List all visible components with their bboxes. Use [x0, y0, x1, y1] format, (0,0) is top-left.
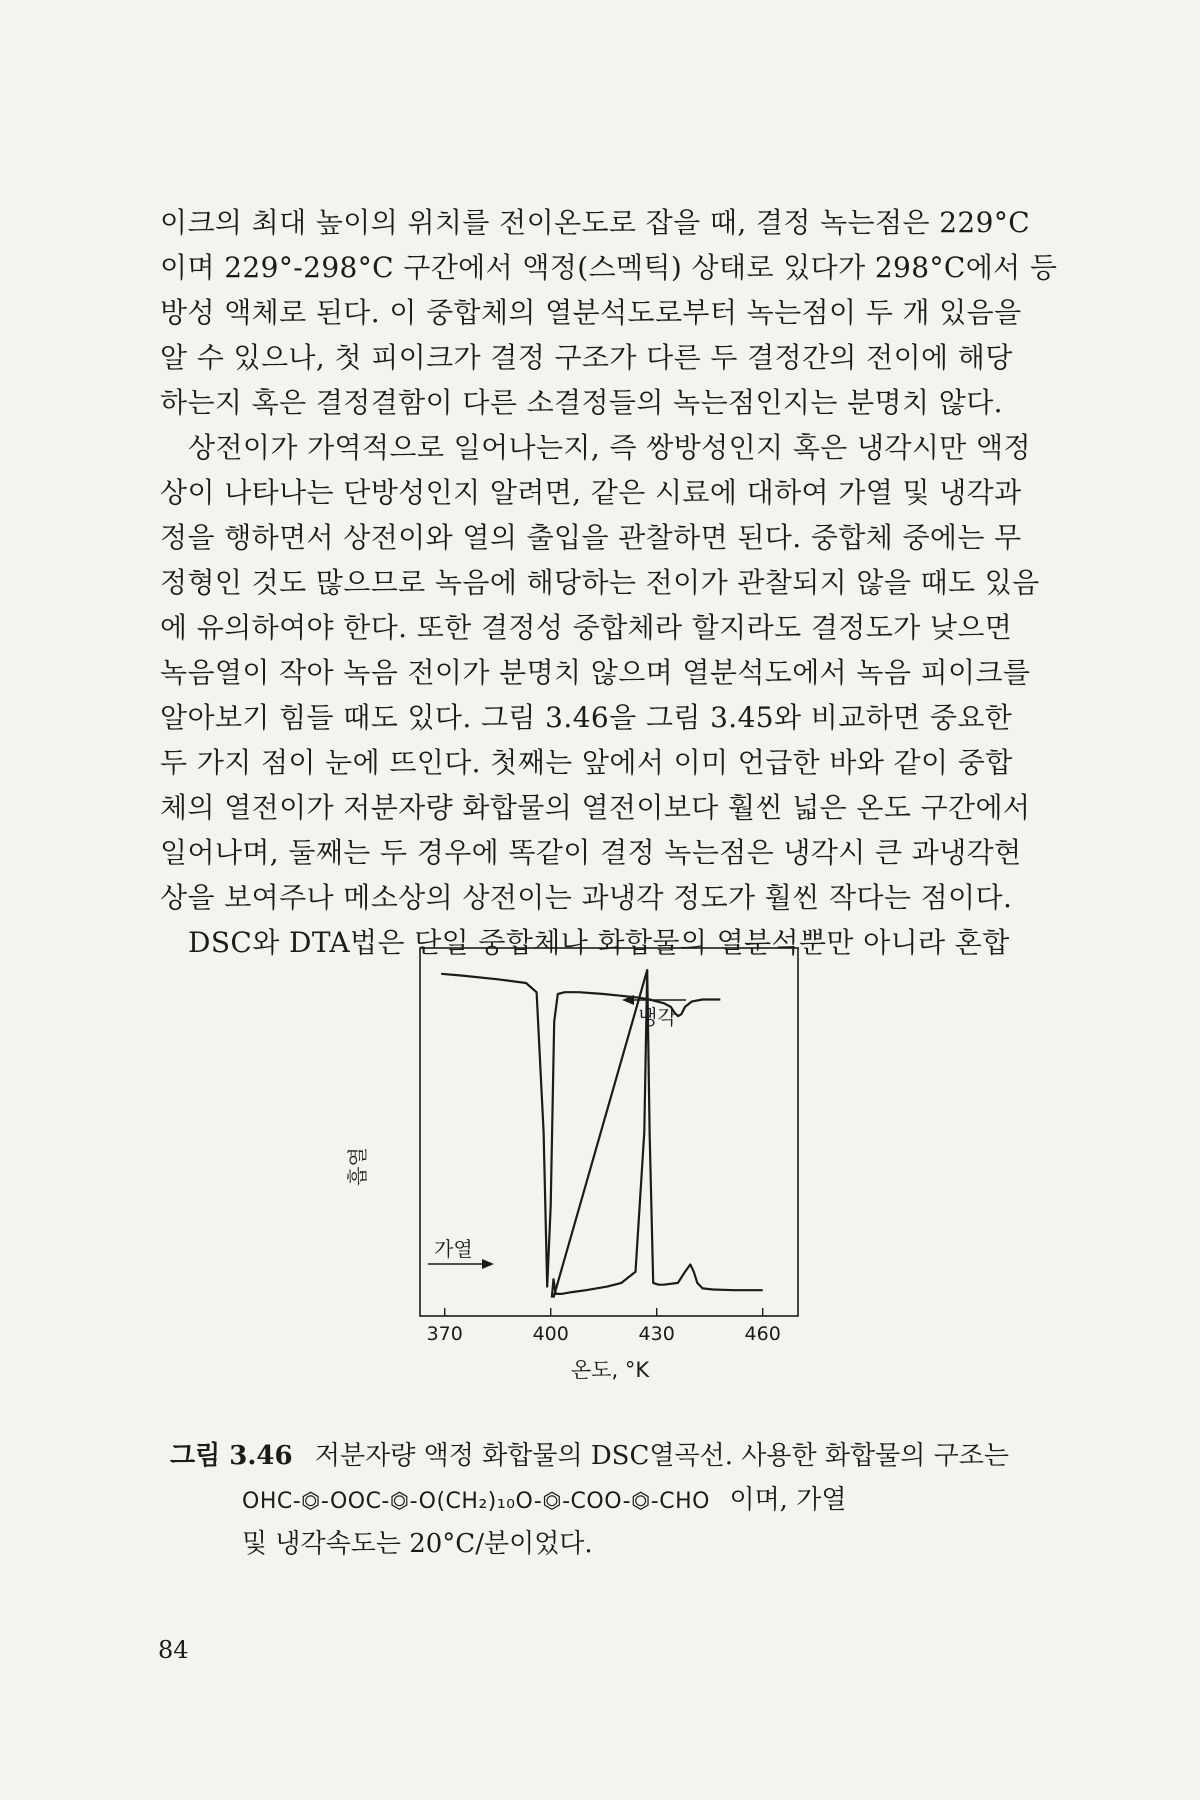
formula-part: -OOC-	[320, 1489, 390, 1514]
caption-text: 및 냉각속도는 20°C/분이었다.	[242, 1529, 593, 1559]
x-axis-label: 온도, °K	[570, 1358, 650, 1382]
caption-text: 이며, 가열	[729, 1485, 847, 1515]
text-line: 일어나며, 둘째는 두 경우에 똑같이 결정 녹는점은 냉각시 큰 과냉각현	[160, 836, 1022, 869]
chemical-formula	[242, 1489, 717, 1514]
x-tick-label: 370	[426, 1323, 463, 1345]
text-line: 이크의 최대 높이의 위치를 전이온도로 잡을 때, 결정 녹는점은 229°C	[160, 206, 1031, 239]
formula-part: -O(CH₂)₁₀O-	[409, 1489, 543, 1514]
formula-part: OHC-	[242, 1489, 302, 1514]
benzene-ring-icon: ⏣	[542, 1489, 563, 1514]
x-tick-label: 460	[744, 1323, 781, 1345]
dsc-figure	[345, 942, 810, 1382]
cooling-arrow	[622, 995, 686, 1005]
cooling-label: 냉각	[638, 1005, 677, 1029]
caption-text: 저분자량 액정 화합물의 DSC열곡선. 사용한 화합물의 구조는	[314, 1441, 1009, 1471]
heating-label: 가열	[434, 1237, 473, 1261]
x-tick-label: 400	[532, 1323, 569, 1345]
text-line: 녹음열이 작아 녹음 전이가 분명치 않으며 열분석도에서 녹음 피이크를	[160, 656, 1031, 689]
text-line: 알 수 있으나, 첫 피이크가 결정 구조가 다른 두 결정간의 전이에 해당	[160, 341, 1013, 374]
figure-number: 그림 3.46	[170, 1441, 293, 1471]
benzene-ring-icon: ⏣	[389, 1489, 410, 1514]
page-number: 84	[158, 1636, 189, 1664]
plot-frame	[420, 948, 798, 1316]
y-axis-label: 흡열	[345, 1147, 370, 1186]
text-line: 체의 열전이가 저분자량 화합물의 열전이보다 훨씬 넓은 온도 구간에서	[160, 791, 1031, 824]
dsc-curve-냉각	[441, 974, 720, 1287]
dsc-curve-transition	[554, 970, 648, 1298]
text-line: 두 가지 점이 눈에 뜨인다. 첫째는 앞에서 이미 언급한 바와 같이 중합	[160, 746, 1013, 779]
formula-part: -COO-	[562, 1489, 632, 1514]
benzene-ring-icon: ⏣	[631, 1489, 651, 1514]
text-line: 알아보기 힘들 때도 있다. 그림 3.46을 그림 3.45와 비교하면 중요한	[160, 701, 1013, 734]
body-text	[160, 200, 1058, 965]
text-line: 정을 행하면서 상전이와 열의 출입을 관찰하면 된다. 중합체 중에는 무	[160, 521, 1022, 554]
text-line: 상전이가 가역적으로 일어나는지, 즉 쌍방성인지 혹은 냉각시만 액정	[188, 431, 1031, 464]
text-line: 정형인 것도 많으므로 녹음에 해당하는 전이가 관찰되지 않을 때도 있음	[160, 566, 1040, 599]
text-line: 에 유의하여야 한다. 또한 결정성 중합체라 할지라도 결정도가 낮으면	[160, 611, 1013, 644]
dsc-chart	[390, 942, 810, 1382]
x-tick-label: 430	[638, 1323, 675, 1345]
formula-part: -CHO	[650, 1489, 710, 1514]
text-line: 이며 229°-298°C 구간에서 액정(스멕틱) 상태로 있다가 298°C에서 등	[160, 251, 1058, 284]
text-line: 상을 보여주나 메소상의 상전이는 과냉각 정도가 훨씬 작다는 점이다.	[160, 881, 1013, 914]
text-line: DSC와 DTA법은 단일 중합체나 화합물의 열분석뿐만 아니라 혼합	[188, 926, 1010, 959]
text-line: 방성 액체로 된다. 이 중합체의 열분석도로부터 녹는점이 두 개 있음을	[160, 296, 1022, 329]
text-line: 상이 나타나는 단방성인지 알려면, 같은 시료에 대하여 가열 및 냉각과	[160, 476, 1022, 509]
text-line: 하는지 혹은 결정결함이 다른 소결정들의 녹는점인지는 분명치 않다.	[160, 386, 1003, 419]
benzene-ring-icon: ⏣	[301, 1489, 321, 1514]
figure-caption	[170, 1434, 1050, 1566]
